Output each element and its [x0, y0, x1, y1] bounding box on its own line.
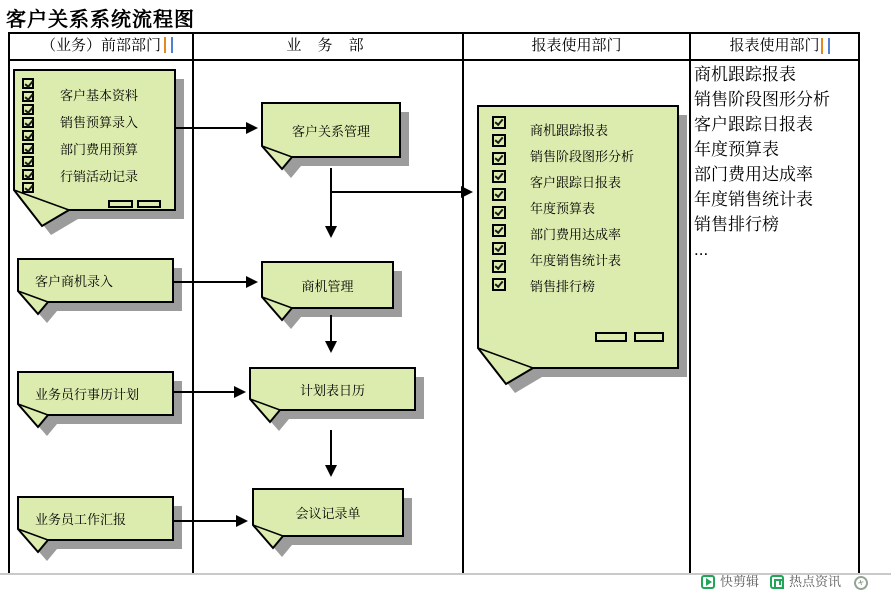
note-button — [108, 200, 133, 208]
checkbox-icon — [492, 152, 506, 165]
quick-clip-button[interactable]: 快剪辑 — [720, 574, 760, 589]
column-header-front-dept: （业务）前部部门 — [40, 37, 161, 54]
table-right-border — [858, 32, 860, 574]
selection-artifact — [164, 37, 166, 53]
input-item-label: 销售预算录入 — [60, 115, 139, 130]
checkbox-icon — [492, 170, 506, 183]
column-divider-2 — [462, 32, 464, 574]
column-divider-3 — [689, 32, 691, 574]
checkbox-icon — [22, 104, 34, 115]
selection-artifact — [171, 37, 173, 53]
arrow-crm-to-reports — [331, 191, 463, 193]
checkbox-icon — [22, 169, 34, 180]
checkbox-icon — [492, 260, 506, 273]
checkbox-icon — [492, 224, 506, 237]
report-name: 销售阶段图形分析 — [694, 90, 830, 109]
column-header-business-dept: 业 务 部 — [286, 37, 370, 54]
selection-artifact — [828, 38, 830, 54]
note-label: 业务员行事历计划 — [35, 387, 140, 402]
report-name: ... — [694, 240, 709, 259]
selection-artifact — [821, 38, 823, 54]
table-left-border — [8, 32, 10, 574]
report-item-label: 部门费用达成率 — [530, 227, 622, 242]
checkbox-icon — [492, 278, 506, 291]
arrow-calendar-to-meeting — [330, 430, 332, 467]
note-salesman-work-report — [18, 497, 173, 540]
note-opportunity-management — [262, 262, 393, 308]
arrow-oppmgmt-to-calendar — [330, 315, 332, 343]
page-title: 客户关系系统流程图 — [6, 9, 195, 31]
note-crm-management — [262, 103, 400, 157]
note-button — [634, 332, 664, 342]
arrow-inputs-to-crm — [176, 127, 248, 129]
note-schedule-calendar — [250, 368, 415, 410]
arrowhead-down-icon — [325, 341, 337, 353]
note-salesman-calendar-plan — [18, 372, 173, 415]
arrow-entry-to-oppmgmt — [174, 281, 246, 283]
checkbox-icon — [492, 116, 506, 129]
checkbox-icon — [22, 78, 34, 89]
input-item-label: 行销活动记录 — [60, 169, 139, 184]
report-name: 年度预算表 — [694, 140, 779, 159]
report-name: 商机跟踪报表 — [694, 65, 796, 84]
arrowhead-right-icon — [246, 276, 258, 288]
note-label: 商机管理 — [301, 278, 354, 294]
note-label: 客户商机录入 — [35, 274, 114, 289]
play-icon[interactable] — [701, 575, 715, 589]
checkbox-icon — [22, 117, 34, 128]
report-name: 部门费用达成率 — [694, 165, 813, 184]
note-label: 计划表日历 — [299, 382, 365, 398]
report-item-label: 年度销售统计表 — [530, 253, 622, 268]
report-name: 客户跟踪日报表 — [694, 115, 813, 134]
arrowhead-right-icon — [236, 515, 248, 527]
note-front-dept-inputs — [14, 70, 175, 210]
checkbox-icon — [22, 91, 34, 102]
report-item-label: 销售阶段图形分析 — [530, 149, 635, 164]
checkbox-icon — [22, 143, 34, 154]
hot-news-button[interactable]: 热点资讯 — [789, 574, 842, 589]
note-label: 客户关系管理 — [291, 123, 370, 139]
circle-plus-icon[interactable]: + — [852, 574, 869, 590]
checkbox-icon — [492, 242, 506, 255]
checkbox-icon — [22, 156, 34, 167]
checkbox-icon — [22, 182, 34, 193]
news-icon[interactable] — [770, 575, 784, 589]
checkbox-column — [492, 116, 506, 296]
arrowhead-down-icon — [325, 226, 337, 238]
note-report-usage — [478, 106, 678, 368]
checkbox-icon — [492, 134, 506, 147]
input-items-list — [60, 82, 138, 190]
note-label: 业务员工作汇报 — [35, 512, 127, 527]
arrowhead-right-icon — [246, 122, 258, 134]
note-label: 会议记录单 — [295, 506, 361, 521]
report-items-list — [530, 118, 634, 300]
note-button — [137, 200, 161, 208]
checkbox-icon — [492, 188, 506, 201]
report-item-label: 年度预算表 — [530, 201, 596, 216]
arrowhead-right-icon — [461, 186, 473, 198]
checkbox-column — [22, 78, 34, 195]
checkbox-icon — [492, 206, 506, 219]
column-divider-1 — [192, 32, 194, 574]
note-opportunity-entry — [18, 259, 173, 302]
report-name-list — [694, 62, 830, 262]
report-name: 年度销售统计表 — [694, 190, 813, 209]
note-meeting-record — [253, 489, 403, 536]
arrowhead-right-icon — [234, 386, 246, 398]
table-top-border — [8, 32, 860, 34]
arrow-crm-to-oppmgmt — [330, 168, 332, 228]
checkbox-icon — [22, 130, 34, 141]
arrowhead-down-icon — [325, 465, 337, 477]
note-button — [595, 332, 627, 342]
column-header-report-dept-1: 报表使用部门 — [531, 37, 622, 54]
header-bottom-border — [8, 59, 860, 61]
arrow-report-to-meeting — [174, 520, 238, 522]
report-item-label: 销售排行榜 — [530, 279, 596, 294]
input-item-label: 部门费用预算 — [60, 142, 139, 157]
report-item-label: 客户跟踪日报表 — [530, 175, 622, 190]
arrow-plan-to-calendar — [174, 391, 236, 393]
input-item-label: 客户基本资料 — [60, 88, 139, 103]
column-header-report-dept-2: 报表使用部门 — [729, 37, 820, 54]
report-name: 销售排行榜 — [694, 215, 779, 234]
report-item-label: 商机跟踪报表 — [530, 123, 609, 138]
